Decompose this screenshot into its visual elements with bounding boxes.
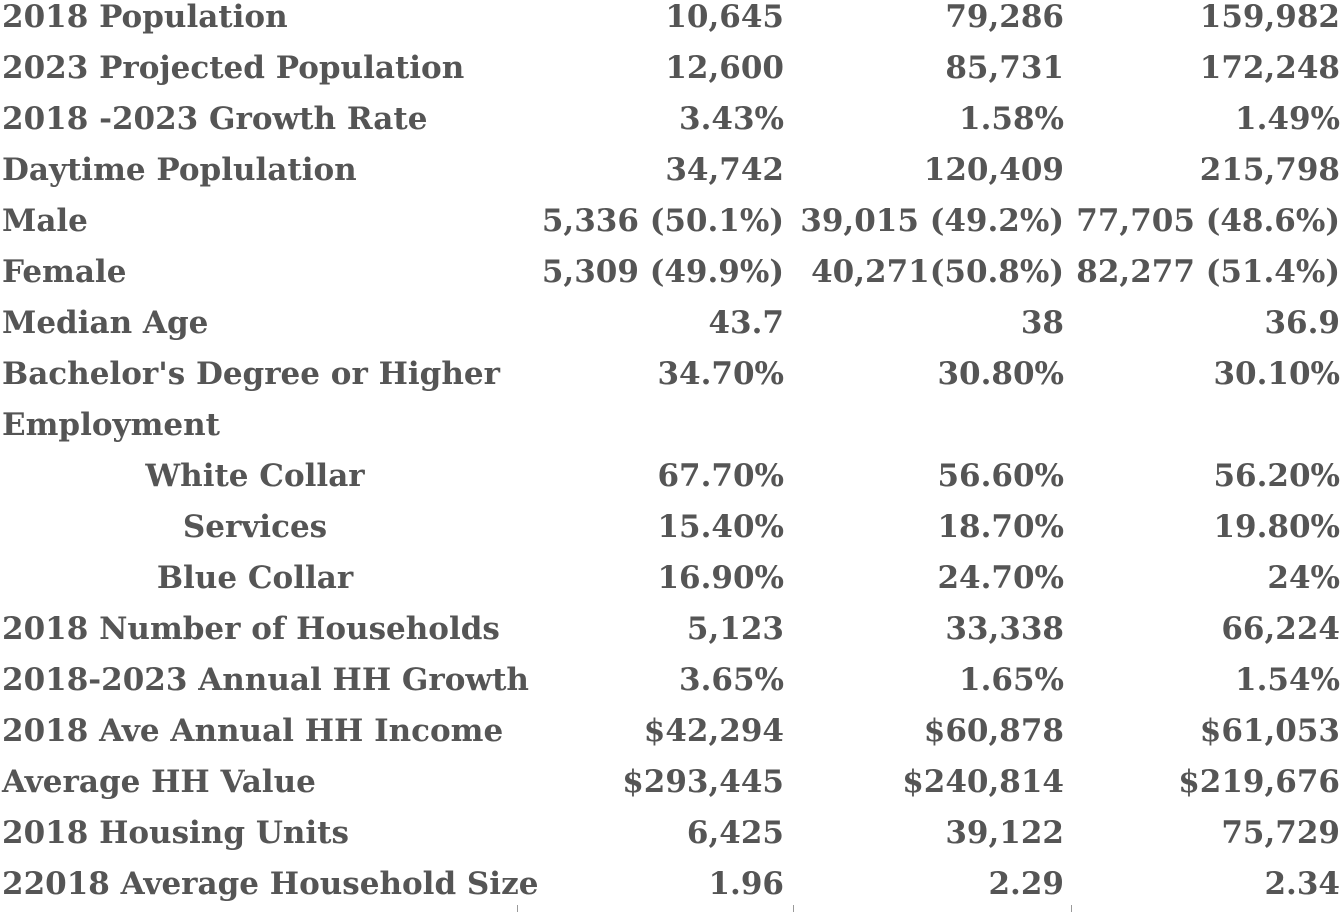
table-cell: 5,123 <box>686 611 784 647</box>
table-cell: 24.70% <box>937 560 1064 596</box>
table-cell: 56.60% <box>937 458 1064 494</box>
table-cell: 34.70% <box>657 356 784 392</box>
table-cell: 1.65% <box>959 662 1064 698</box>
table-cell: $293,445 <box>622 764 784 800</box>
table-cell: 2.34 <box>1264 866 1340 902</box>
row-label: 2018 Population <box>2 0 288 35</box>
row-label: Daytime Poplulation <box>2 152 357 188</box>
table-cell: 172,248 <box>1199 50 1340 86</box>
table-cell: 1.49% <box>1235 101 1340 137</box>
row-label: 2023 Projected Population <box>2 50 465 86</box>
row-label: Bachelor's Degree or Higher <box>2 356 500 392</box>
table-cell: 33,338 <box>945 611 1064 647</box>
table-cell: 19.80% <box>1213 509 1340 545</box>
table-cell <box>790 400 1064 451</box>
table-cell: 34,742 <box>665 152 784 188</box>
table-cell: 66,224 <box>1221 611 1340 647</box>
row-label: Male <box>2 203 88 239</box>
table-row <box>0 0 1344 43</box>
table-cell: 39,015 (49.2%) <box>800 203 1064 239</box>
table-cell: $42,294 <box>643 713 784 749</box>
table-cell: 3.43% <box>679 101 784 137</box>
table-row <box>0 808 1344 859</box>
row-label: 2018 Housing Units <box>2 815 349 851</box>
table-cell: 85,731 <box>945 50 1064 86</box>
row-label: Services <box>182 509 328 545</box>
table-cell: 36.9 <box>1264 305 1340 341</box>
table-row <box>0 655 1344 706</box>
table-cell: 30.80% <box>937 356 1064 392</box>
table-row <box>0 349 1344 400</box>
table-cell: 120,409 <box>923 152 1064 188</box>
row-label: 2018-2023 Annual HH Growth <box>2 662 529 698</box>
table-cell: 79,286 <box>945 0 1064 35</box>
table-row <box>0 706 1344 757</box>
row-label: 2018 Number of Households <box>2 611 500 647</box>
row-label: White Collar <box>145 458 365 494</box>
table-cell: 38 <box>1020 305 1064 341</box>
table-cell: 15.40% <box>657 509 784 545</box>
table-row <box>0 145 1344 196</box>
table-cell: 24% <box>1267 560 1340 596</box>
row-label: Average HH Value <box>2 764 316 800</box>
table-cell: 5,336 (50.1%) <box>541 203 784 239</box>
table-cell: 39,122 <box>945 815 1064 851</box>
table-cell: 18.70% <box>937 509 1064 545</box>
table-cell: 16.90% <box>657 560 784 596</box>
table-row <box>0 451 1344 502</box>
table-cell: 67.70% <box>657 458 784 494</box>
table-cell: 77,705 (48.6%) <box>1076 203 1340 239</box>
table-row <box>0 247 1344 298</box>
table-cell: 1.58% <box>959 101 1064 137</box>
table-row <box>0 400 1344 451</box>
row-label: 2018 -2023 Growth Rate <box>2 101 428 137</box>
table-cell: 12,600 <box>665 50 784 86</box>
table-cell: 75,729 <box>1221 815 1340 851</box>
table-cell: 2.29 <box>988 866 1064 902</box>
table-cell: $240,814 <box>902 764 1064 800</box>
table-cell: 5,309 (49.9%) <box>541 254 784 290</box>
row-label: Employment <box>2 407 220 443</box>
table-cell: 159,982 <box>1199 0 1340 35</box>
table-cell: 215,798 <box>1199 152 1340 188</box>
row-label: Female <box>2 254 127 290</box>
table-row <box>0 43 1344 94</box>
row-label: 22018 Average Household Size <box>2 866 539 902</box>
table-cell: 1.54% <box>1235 662 1340 698</box>
table-cell: 40,271(50.8%) <box>811 254 1064 290</box>
table-cell: $219,676 <box>1178 764 1340 800</box>
table-cell <box>510 400 784 451</box>
row-label: Median Age <box>2 305 209 341</box>
table-cell: $61,053 <box>1199 713 1340 749</box>
column-divider-tick <box>793 905 794 912</box>
table-row <box>0 757 1344 808</box>
column-divider-tick <box>517 905 518 912</box>
table-row <box>0 604 1344 655</box>
row-label: 2018 Ave Annual HH Income <box>2 713 504 749</box>
column-divider-tick <box>1071 905 1072 912</box>
table-row <box>0 196 1344 247</box>
table-cell: 1.96 <box>708 866 784 902</box>
table-cell: 82,277 (51.4%) <box>1076 254 1340 290</box>
table-cell: 3.65% <box>679 662 784 698</box>
table-cell: 6,425 <box>686 815 784 851</box>
table-cell: 10,645 <box>665 0 784 35</box>
table-cell: 56.20% <box>1213 458 1340 494</box>
table-row <box>0 859 1344 910</box>
table-row <box>0 94 1344 145</box>
row-label: Blue Collar <box>156 560 354 596</box>
table-cell: 30.10% <box>1213 356 1340 392</box>
table-row <box>0 298 1344 349</box>
table-cell <box>1068 400 1340 451</box>
table-row <box>0 553 1344 604</box>
table-cell: 43.7 <box>708 305 784 341</box>
table-row <box>0 502 1344 553</box>
table-cell: $60,878 <box>923 713 1064 749</box>
